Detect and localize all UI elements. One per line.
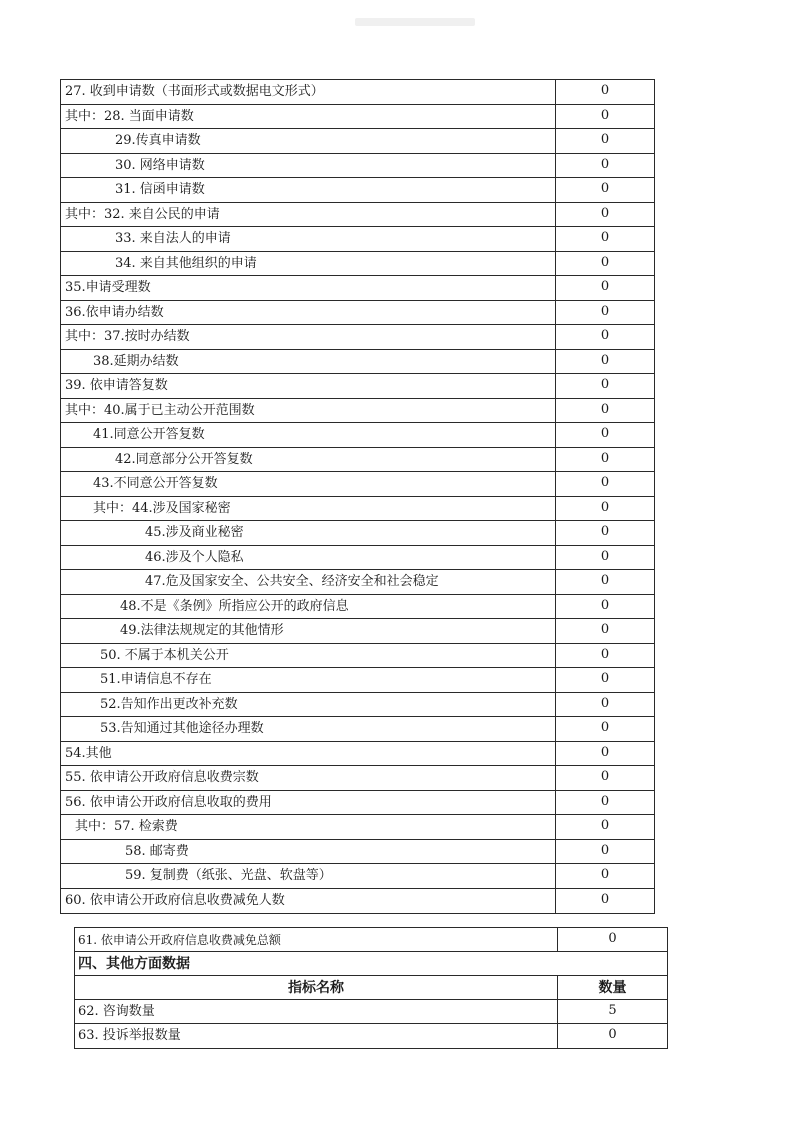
row-label: 其中：44.涉及国家秘密	[61, 497, 556, 521]
table-row	[61, 203, 654, 228]
row-value: 0	[600, 793, 610, 809]
row-value: 0	[600, 646, 610, 662]
row-label: 27. 收到申请数（书面形式或数据电文形式）	[61, 80, 556, 104]
table-row	[61, 619, 654, 644]
row-value: 0	[600, 818, 610, 833]
row-value: 0	[600, 867, 610, 882]
table-row	[61, 227, 654, 252]
row-value: 0	[600, 524, 610, 539]
table-row	[61, 840, 654, 865]
row-label: 41.同意公开答复数	[61, 423, 556, 447]
row-value: 0	[600, 499, 610, 515]
row-label: 61. 依申请公开政府信息收费减免总额	[75, 928, 558, 951]
table-row	[61, 276, 654, 301]
table-header-row	[75, 976, 667, 1000]
table-row	[61, 717, 654, 742]
row-value: 0	[600, 401, 610, 417]
row-label: 56. 依申请公开政府信息收取的费用	[61, 791, 556, 815]
row-label: 34. 来自其他组织的申请	[61, 252, 556, 276]
table-row	[61, 864, 654, 889]
table-row	[61, 644, 654, 669]
row-value: 0	[600, 695, 610, 711]
row-label: 29.传真申请数	[61, 129, 556, 153]
row-value: 0	[608, 931, 617, 946]
table-row	[61, 178, 654, 203]
row-label: 46.涉及个人隐私	[61, 546, 556, 570]
row-value: 0	[600, 156, 610, 172]
table-row	[61, 472, 654, 497]
table-row	[61, 423, 654, 448]
other-data-table	[74, 927, 668, 1049]
row-value: 0	[600, 891, 610, 907]
row-label: 其中：57. 检索费	[61, 815, 556, 839]
row-value: 0	[600, 720, 610, 735]
row-value: 0	[600, 842, 610, 858]
section-title-row	[75, 952, 667, 976]
application-statistics-table	[60, 79, 655, 914]
table-row	[61, 570, 654, 595]
table-row	[61, 815, 654, 840]
table-row	[61, 521, 654, 546]
row-label: 55. 依申请公开政府信息收费宗数	[61, 766, 556, 790]
row-label: 62. 咨询数量	[75, 1000, 558, 1023]
row-label: 52.告知作出更改补充数	[61, 693, 556, 717]
row-label: 60. 依申请公开政府信息收费减免人数	[61, 889, 556, 914]
row-value: 0	[600, 622, 610, 637]
table-row	[75, 928, 667, 952]
table-row	[61, 154, 654, 179]
row-label: 39. 依申请答复数	[61, 374, 556, 398]
table-row	[61, 742, 654, 767]
row-label: 47.危及国家安全、公共安全、经济安全和社会稳定	[61, 570, 556, 594]
table-row	[61, 595, 654, 620]
row-label: 50. 不属于本机关公开	[61, 644, 556, 668]
row-label: 30. 网络申请数	[61, 154, 556, 178]
row-value: 0	[600, 450, 610, 466]
row-value: 0	[600, 475, 610, 490]
row-label: 33. 来自法人的申请	[61, 227, 556, 251]
section-title: 四、其他方面数据	[78, 956, 190, 972]
table-row	[61, 791, 654, 816]
table-row	[61, 105, 654, 130]
row-value: 0	[600, 377, 610, 392]
row-label: 51.申请信息不存在	[61, 668, 556, 692]
row-value: 0	[600, 597, 610, 613]
row-label: 48.不是《条例》所指应公开的政府信息	[61, 595, 556, 619]
row-value: 0	[600, 573, 610, 588]
table-row	[75, 1000, 667, 1024]
row-label: 43.不同意公开答复数	[61, 472, 556, 496]
table-row	[75, 1024, 667, 1048]
row-label: 36.依申请办结数	[61, 301, 556, 325]
row-value: 5	[608, 1003, 617, 1018]
row-value: 0	[600, 548, 610, 564]
table-row	[61, 766, 654, 791]
row-value: 0	[600, 744, 610, 760]
row-value: 0	[600, 426, 610, 441]
row-value: 0	[600, 303, 610, 319]
row-label: 38.延期办结数	[61, 350, 556, 374]
table-row	[61, 374, 654, 399]
table-row	[61, 129, 654, 154]
row-label: 31. 信函申请数	[61, 178, 556, 202]
row-value: 0	[600, 230, 610, 245]
table-row	[61, 301, 654, 326]
row-value: 0	[600, 181, 610, 196]
table-row	[61, 252, 654, 277]
row-label: 53.告知通过其他途径办理数	[61, 717, 556, 741]
row-label: 45.涉及商业秘密	[61, 521, 556, 545]
table-row	[61, 693, 654, 718]
row-label: 42.同意部分公开答复数	[61, 448, 556, 472]
row-value: 0	[600, 352, 610, 368]
row-value: 0	[600, 671, 610, 686]
table-row	[61, 668, 654, 693]
row-label: 58. 邮寄费	[61, 840, 556, 864]
scan-artifact	[355, 18, 475, 26]
table-row	[61, 350, 654, 375]
row-value: 0	[600, 205, 610, 221]
row-value: 0	[608, 1027, 617, 1042]
row-value: 0	[600, 769, 610, 784]
row-value: 0	[600, 279, 610, 294]
row-value: 0	[600, 83, 610, 98]
table-row	[61, 325, 654, 350]
row-label: 其中：37.按时办结数	[61, 325, 556, 349]
table-row	[61, 546, 654, 571]
table-row	[61, 497, 654, 522]
table-row	[61, 889, 654, 914]
row-label: 59. 复制费（纸张、光盘、软盘等）	[61, 864, 556, 888]
column-header-indicator: 指标名称	[75, 976, 558, 999]
row-label: 63. 投诉举报数量	[75, 1024, 558, 1048]
table-row	[61, 80, 654, 105]
row-value: 0	[600, 328, 610, 343]
row-label: 54.其他	[61, 742, 556, 766]
row-label: 35.申请受理数	[61, 276, 556, 300]
table-row	[61, 399, 654, 424]
row-value: 0	[600, 132, 610, 147]
row-value: 0	[600, 107, 610, 123]
row-label: 其中：28. 当面申请数	[61, 105, 556, 129]
table-row	[61, 448, 654, 473]
row-label: 49.法律法规规定的其他情形	[61, 619, 556, 643]
row-label: 其中：32. 来自公民的申请	[61, 203, 556, 227]
row-value: 0	[600, 254, 610, 270]
row-label: 其中：40.属于已主动公开范围数	[61, 399, 556, 423]
column-header-quantity: 数量	[598, 980, 627, 996]
